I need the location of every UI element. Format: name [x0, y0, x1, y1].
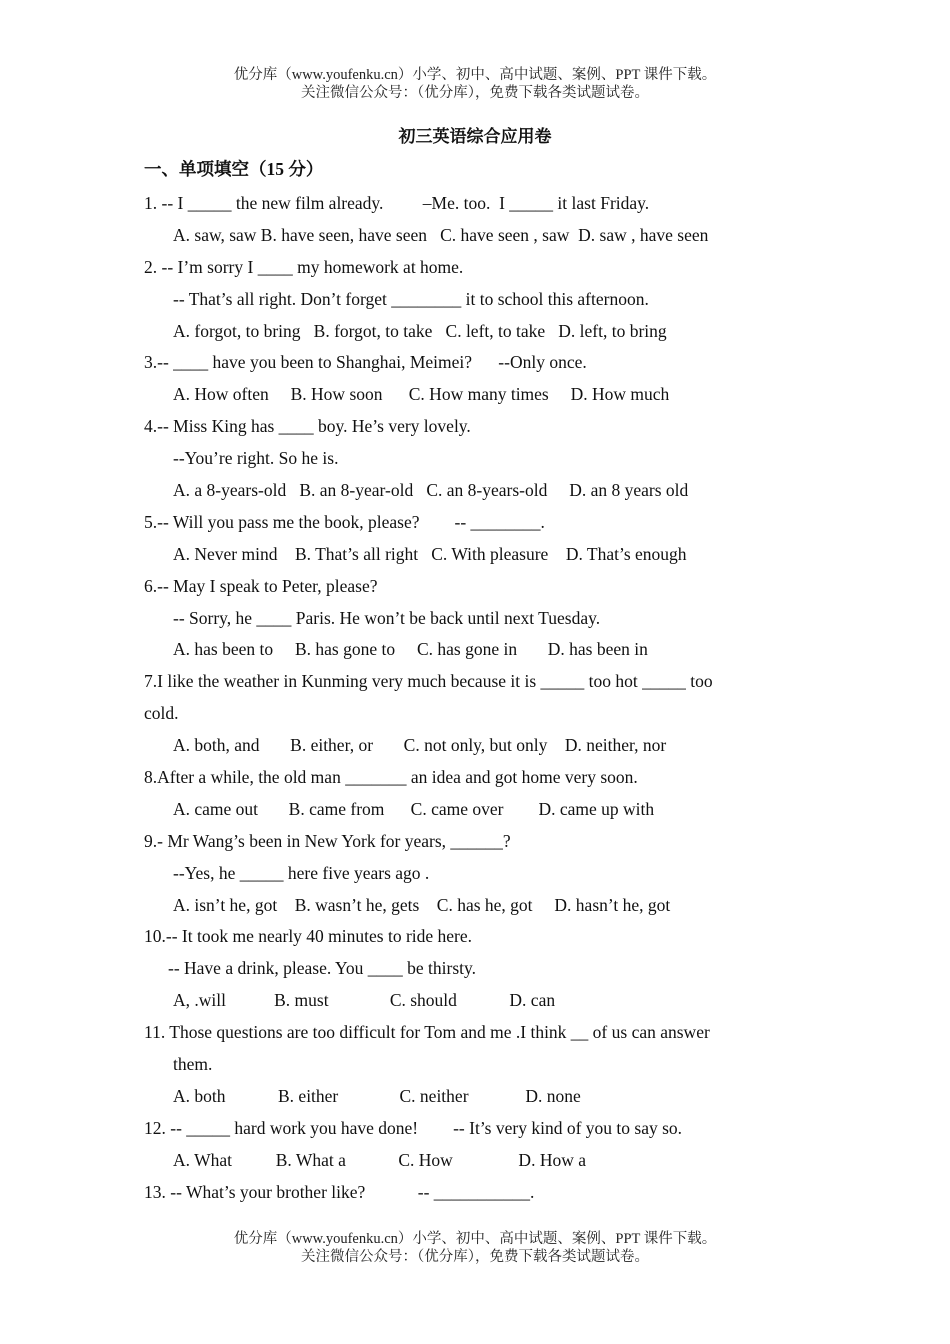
dialogue-line: -- Sorry, he ____ Paris. He won’t be back until next Tuesday. — [173, 607, 601, 628]
answer-options: A. saw, saw B. have seen, have seen C. have seen , saw D. saw , have seen — [173, 224, 709, 245]
answer-options: A. has been to B. has gone to C. has gone in D. has been in — [173, 639, 648, 660]
header-line-2: 关注微信公众号：（优分库），免费下载各类试题试卷。 — [301, 85, 649, 101]
answer-options: A. came out B. came from C. came over D. came up with — [173, 798, 655, 819]
dialogue-line: --Yes, he _____ here five years ago . — [173, 862, 430, 883]
answer-options: A. a 8-years-old B. an 8-year-old C. an 8-years-old D. an 8 years old — [173, 480, 689, 501]
question-line: 4.-- Miss King has ____ boy. He’s very lovely. — [144, 416, 471, 437]
question-line: 9.- Mr Wang’s been in New York for years, ______? — [144, 830, 511, 851]
question-line: 10.-- It took me nearly 40 minutes to ride here. — [144, 926, 473, 947]
page-title: 初三英语综合应用卷 — [398, 127, 552, 146]
question-line: 11. Those questions are too difficult for Tom and me .I think __ of us can answer — [144, 1022, 710, 1043]
question-line: 1. -- I _____ the new film already. –Me. too. I _____ it last Friday. — [144, 193, 650, 213]
answer-options: A. forgot, to bring B. forgot, to take C. left, to take D. left, to bring — [173, 320, 667, 341]
question-list — [144, 188, 774, 1209]
question-line: 13. -- What’s your brother like? -- ___________. — [144, 1181, 535, 1202]
footer-line-1: 优分库（www.youfenku.cn）小学、初中、高中试题、案例、PPT 课件下载。 — [233, 1231, 717, 1247]
question-line-continued: cold. — [144, 703, 179, 724]
question-line: 12. -- _____ hard work you have done! -- It’s very kind of you to say so. — [144, 1117, 683, 1138]
question-line-continued: them. — [173, 1054, 213, 1075]
dialogue-line: -- Have a drink, please. You ____ be thirsty. — [168, 958, 476, 979]
question-line: 5.-- Will you pass me the book, please? -- ________. — [144, 511, 545, 532]
page-footer — [0, 1230, 950, 1266]
question-line: 8.After a while, the old man _______ an idea and got home very soon. — [144, 767, 638, 788]
answer-options: A. How often B. How soon C. How many times D. How much — [173, 384, 670, 405]
answer-options: A. What B. What a C. How D. How a — [173, 1149, 586, 1170]
answer-options: A. isn’t he, got B. wasn’t he, gets C. has he, got D. hasn’t he, got — [173, 894, 671, 915]
answer-options: A. both, and B. either, or C. not only, but only D. neither, nor — [173, 735, 667, 756]
answer-options: A. Never mind B. That’s all right C. With pleasure D. That’s enough — [173, 543, 687, 564]
footer-line-2: 关注微信公众号：（优分库），免费下载各类试题试卷。 — [301, 1249, 649, 1265]
question-line: 7.I like the weather in Kunming very much because it is _____ too hot _____ too — [144, 671, 713, 692]
dialogue-line: -- That’s all right. Don’t forget ________ it to school this afternoon. — [173, 288, 649, 309]
page-header — [0, 66, 950, 102]
question-line: 6.-- May I speak to Peter, please? — [144, 575, 378, 596]
answer-options: A. both B. either C. neither D. none — [173, 1085, 581, 1106]
dialogue-line: --You’re right. So he is. — [173, 448, 339, 469]
question-line: 3.-- ____ have you been to Shanghai, Meimei? --Only once. — [144, 352, 587, 373]
question-line: 2. -- I’m sorry I ____ my homework at home. — [144, 256, 464, 277]
answer-options: A, .will B. must C. should D. can — [173, 990, 556, 1011]
section-heading: 一、单项填空（15 分） — [144, 159, 324, 179]
header-line-1: 优分库（www.youfenku.cn）小学、初中、高中试题、案例、PPT 课件下载。 — [233, 67, 717, 83]
